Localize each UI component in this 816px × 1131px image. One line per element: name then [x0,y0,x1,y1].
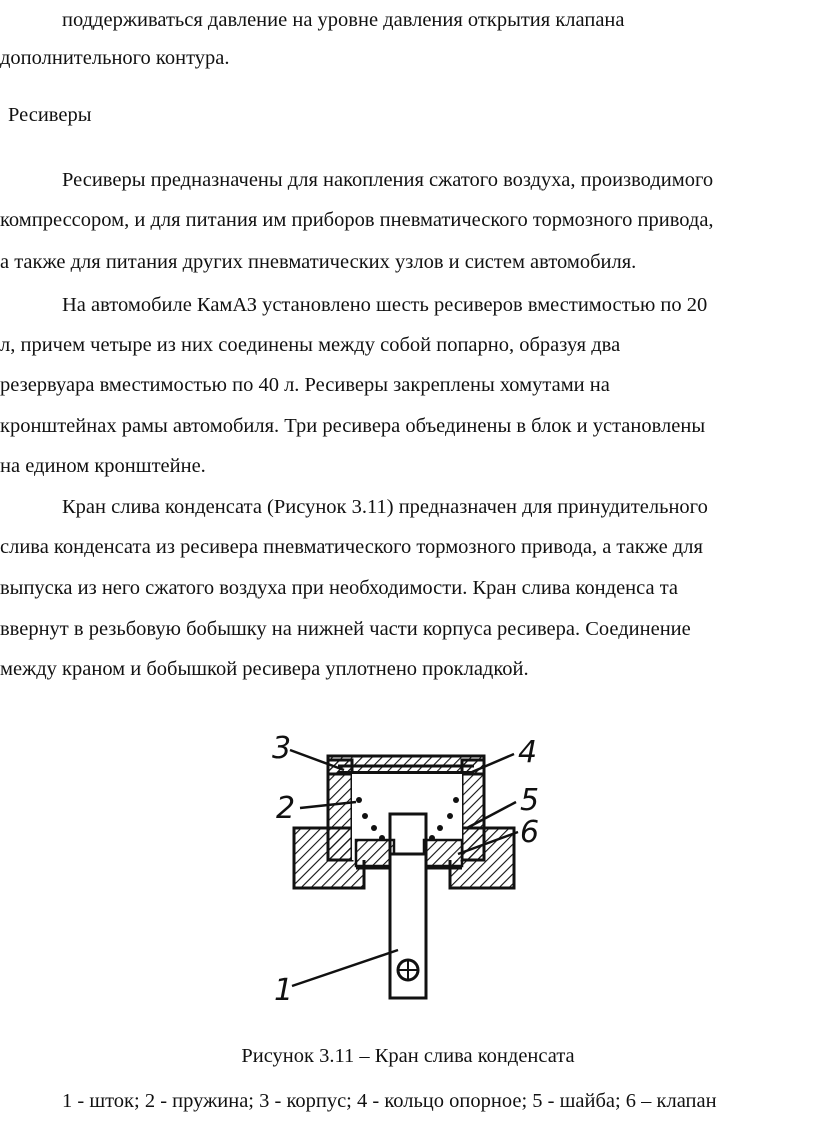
label-1: 1 [274,973,294,1008]
para2-line-1: На автомобиле КамАЗ установлено шесть ресиверов вместимостью по 20 [62,294,708,316]
para3-line-4: ввернут в резьбовую бобышку на нижней части корпуса ресивера. Соединение [0,618,691,640]
label-2: 2 [276,791,296,826]
figure-legend: 1 - шток; 2 - пружина; 3 - корпус; 4 - кольцо опорное; 5 - шайба; 6 – клапан [62,1090,717,1112]
valve-head [390,814,426,854]
figure-caption: Рисунок 3.11 – Кран слива конденсата [241,1045,575,1067]
para1-line-2: компрессором, и для питания им приборов пневматического тормозного привода, [0,209,714,231]
para2-line-4: кронштейнах рамы автомобиля. Три ресивера объединены в блок и установлены [0,415,706,437]
valve-diagram [262,728,554,1030]
label-6: 6 [520,815,540,850]
label-3: 3 [272,731,292,766]
para3-line-2: слива конденсата из ресивера пневматического тормозного привода, а также для [0,536,703,558]
para1-line-1: Ресиверы предназначены для накопления сжатого воздуха, производимого [62,169,714,191]
section-heading: Ресиверы [8,104,92,126]
label-4: 4 [518,735,538,770]
housing-top [328,756,484,774]
para2-line-5: на едином кронштейне. [0,455,206,477]
intro-line-2: дополнительного контура. [0,47,230,69]
label-5: 5 [520,783,540,818]
para1-line-3: а также для питания других пневматических узлов и систем автомобиля. [0,251,637,273]
para3-line-5: между краном и бобышкой ресивера уплотнено прокладкой. [0,658,529,680]
intro-line-1: поддерживаться давление на уровне давления открытия клапана [62,9,625,31]
para3-line-3: выпуска из него сжатого воздуха при необходимости. Кран слива конденса та [0,577,679,599]
stem [390,854,426,998]
para2-line-2: л, причем четыре из них соединены между собой попарно, образуя два [0,334,621,356]
para3-line-1: Кран слива конденсата (Рисунок 3.11) предназначен для принудительного [62,496,708,518]
para2-line-3: резервуара вместимостью по 40 л. Ресиверы закреплены хомутами на [0,374,610,396]
